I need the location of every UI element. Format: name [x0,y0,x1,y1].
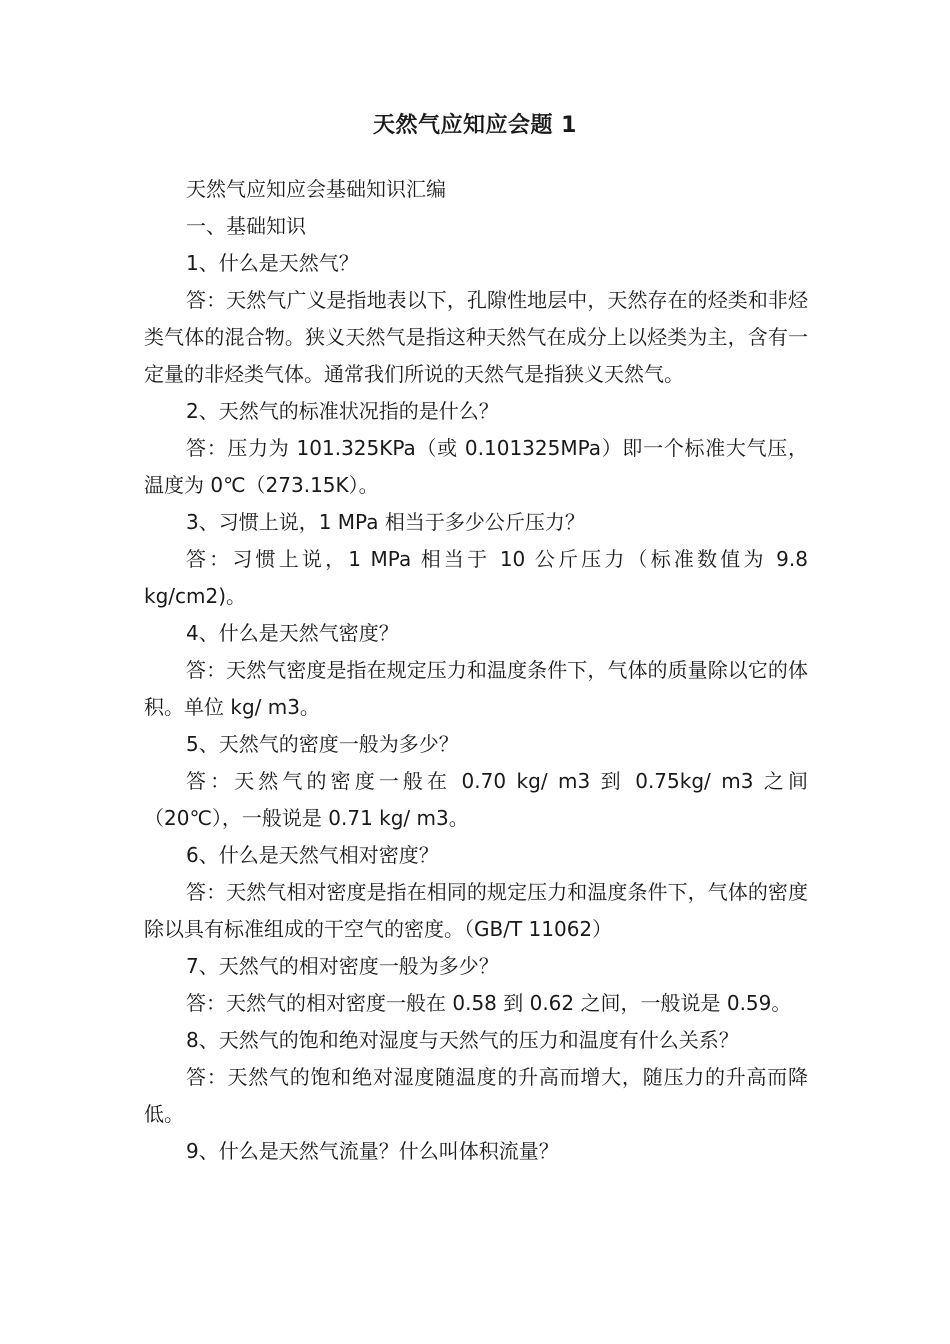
paragraph: 5、天然气的密度一般为多少？ [186,732,459,756]
paragraph: 2、天然气的标准状况指的是什么？ [186,399,499,423]
paragraph: 答：习惯上说，1 MPa 相当于 10 公斤压力（标准数值为 9.8 kg/cm2)。 [144,547,808,608]
paragraph: 一、基础知识 [186,214,306,238]
document-body [144,171,808,1170]
paragraph: 3、习惯上说，1 MPa 相当于多少公斤压力？ [186,510,585,534]
paragraph: 答：压力为 101.325KPa（或 0.101325MPa）即一个标准大气压，温度为 0℃（273.15K）。 [144,436,808,497]
paragraph: 答：天然气密度是指在规定压力和温度条件下，气体的质量除以它的体积。单位 kg/ m3。 [144,658,808,719]
paragraph: 4、什么是天然气密度？ [186,621,399,645]
paragraph: 1、什么是天然气？ [186,251,359,275]
document-title: 天然气应知应会题 1 [373,113,577,138]
paragraph: 答：天然气的饱和绝对湿度随温度的升高而增大，随压力的升高而降低。 [144,1065,808,1126]
paragraph: 答：天然气的相对密度一般在 0.58 到 0.62 之间，一般说是 0.59。 [186,991,792,1015]
paragraph: 6、什么是天然气相对密度？ [186,843,439,867]
paragraph: 9、什么是天然气流量？什么叫体积流量？ [186,1139,559,1163]
paragraph: 8、天然气的饱和绝对湿度与天然气的压力和温度有什么关系？ [186,1028,739,1052]
paragraph: 天然气应知应会基础知识汇编 [186,177,446,201]
paragraph: 答：天然气广义是指地表以下，孔隙性地层中，天然存在的烃类和非烃类气体的混合物。狭义天然气是指这种天然气在成分上以烃类为主，含有一定量的非烃类气体。通常我们所说的天然气是指狭义天然气。 [144,288,808,386]
paragraph: 答：天然气相对密度是指在相同的规定压力和温度条件下，气体的密度除以具有标准组成的干空气的密度。（GB/T 11062） [144,880,808,941]
paragraph: 7、天然气的相对密度一般为多少？ [186,954,499,978]
paragraph: 答：天然气的密度一般在 0.70 kg/ m3 到 0.75kg/ m3 之间（20℃），一般说是 0.71 kg/ m3。 [144,769,808,830]
